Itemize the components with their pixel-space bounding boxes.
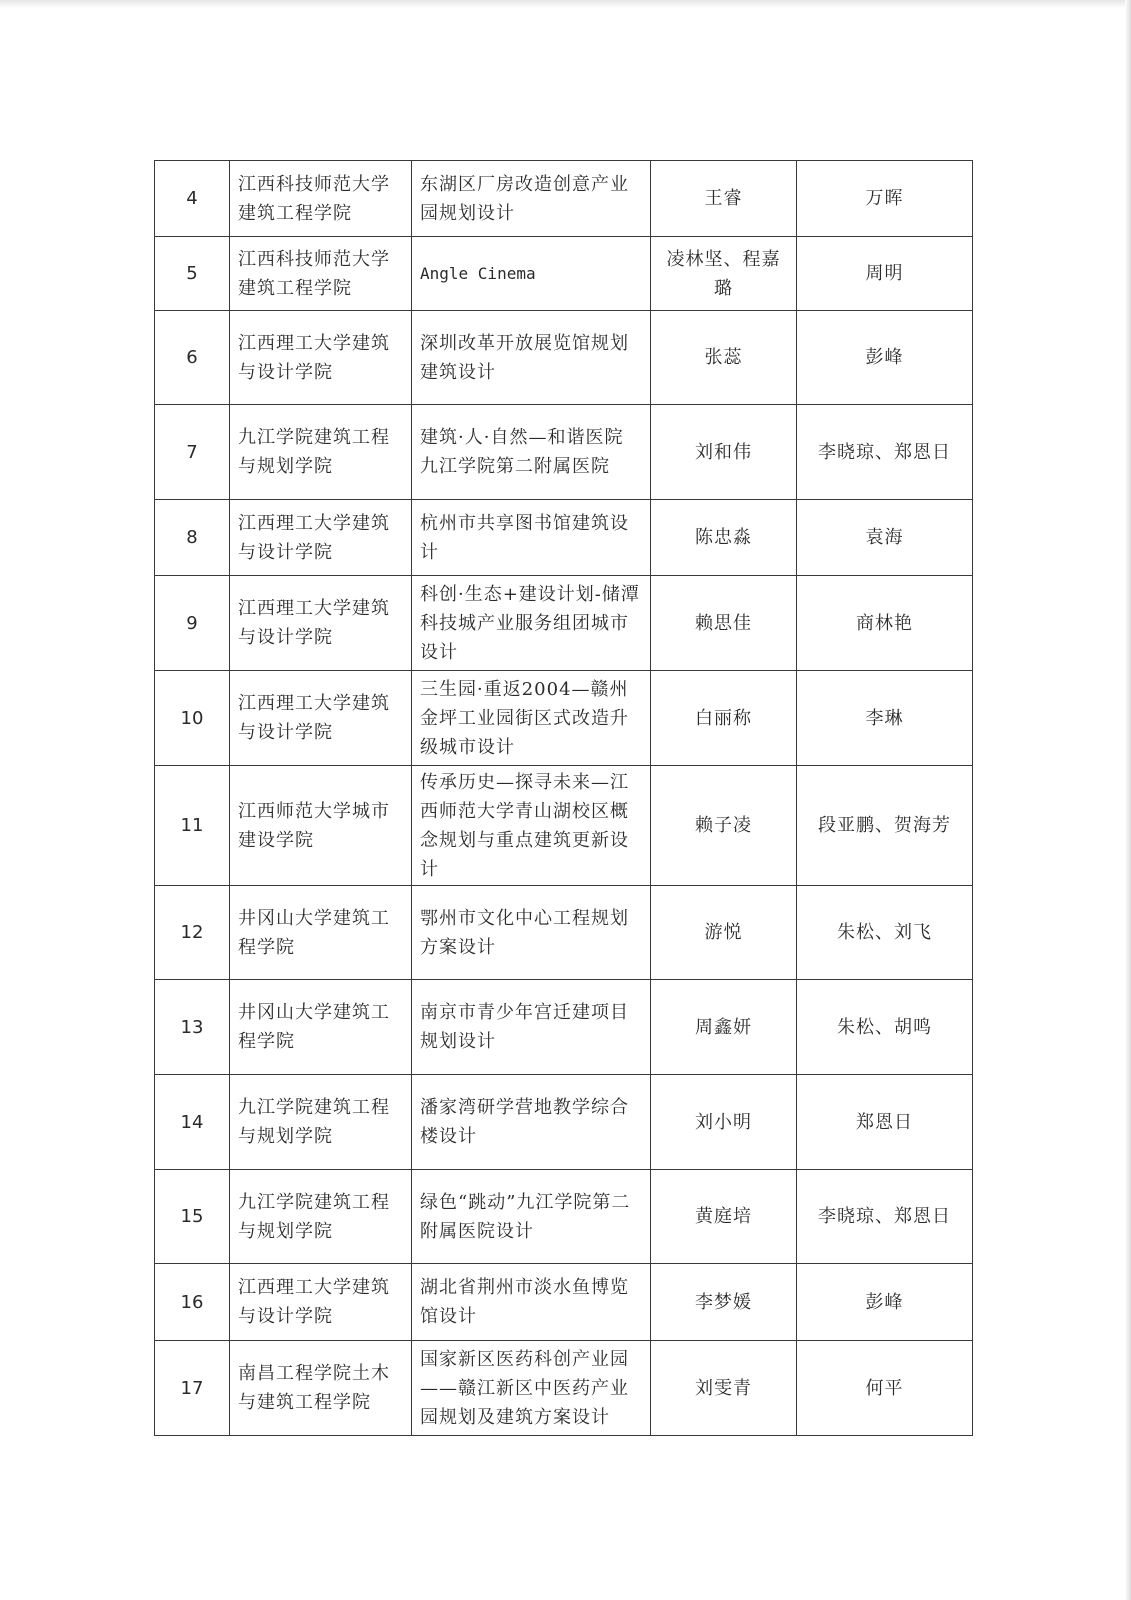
- student-cell: 游悦: [651, 886, 797, 980]
- school-cell: 九江学院建筑工程与规划学院: [230, 405, 412, 500]
- row-number: 9: [155, 576, 230, 671]
- student-cell: 周鑫妍: [651, 980, 797, 1075]
- school-cell: 江西理工大学建筑与设计学院: [230, 576, 412, 671]
- row-number: 13: [155, 980, 230, 1075]
- school-cell: 南昌工程学院土木与建筑工程学院: [230, 1341, 412, 1436]
- student-cell: 陈忠淼: [651, 500, 797, 576]
- project-cell: 三生园·重返2004—赣州金坪工业园街区式改造升级城市设计: [412, 671, 651, 766]
- student-cell: 刘小明: [651, 1075, 797, 1170]
- scan-edge-right: [1125, 0, 1131, 1600]
- project-cell: 南京市青少年宫迁建项目规划设计: [412, 980, 651, 1075]
- table-row: [155, 576, 973, 671]
- teacher-cell: 周明: [797, 237, 973, 311]
- school-cell: 江西科技师范大学建筑工程学院: [230, 237, 412, 311]
- student-cell: 赖子凌: [651, 766, 797, 886]
- project-cell: 国家新区医药科创产业园——赣江新区中医药产业园规划及建筑方案设计: [412, 1341, 651, 1436]
- table-row: [155, 766, 973, 886]
- teacher-cell: 万晖: [797, 161, 973, 237]
- student-cell: 刘和伟: [651, 405, 797, 500]
- student-cell: 李梦媛: [651, 1264, 797, 1341]
- project-cell: 传承历史—探寻未来—江西师范大学青山湖校区概念规划与重点建筑更新设计: [412, 766, 651, 886]
- table-row: [155, 886, 973, 980]
- teacher-cell: 袁海: [797, 500, 973, 576]
- teacher-cell: 李晓琼、郑恩日: [797, 405, 973, 500]
- row-number: 15: [155, 1170, 230, 1264]
- teacher-cell: 李晓琼、郑恩日: [797, 1170, 973, 1264]
- table-row: [155, 1075, 973, 1170]
- student-cell: 凌林坚、程嘉璐: [651, 237, 797, 311]
- school-cell: 江西理工大学建筑与设计学院: [230, 500, 412, 576]
- project-cell: 潘家湾研学营地教学综合楼设计: [412, 1075, 651, 1170]
- table-row: [155, 161, 973, 237]
- row-number: 4: [155, 161, 230, 237]
- project-cell: 鄂州市文化中心工程规划方案设计: [412, 886, 651, 980]
- project-cell: 东湖区厂房改造创意产业园规划设计: [412, 161, 651, 237]
- table-row: [155, 405, 973, 500]
- table-row: [155, 500, 973, 576]
- row-number: 16: [155, 1264, 230, 1341]
- teacher-cell: 何平: [797, 1341, 973, 1436]
- student-cell: 白丽称: [651, 671, 797, 766]
- school-cell: 江西理工大学建筑与设计学院: [230, 671, 412, 766]
- results-table: [154, 160, 973, 1436]
- row-number: 6: [155, 311, 230, 405]
- project-cell: 绿色“跳动”九江学院第二附属医院设计: [412, 1170, 651, 1264]
- school-cell: 江西师范大学城市建设学院: [230, 766, 412, 886]
- table-row: [155, 1341, 973, 1436]
- teacher-cell: 彭峰: [797, 1264, 973, 1341]
- row-number: 7: [155, 405, 230, 500]
- student-cell: 黄庭培: [651, 1170, 797, 1264]
- row-number: 17: [155, 1341, 230, 1436]
- student-cell: 刘雯青: [651, 1341, 797, 1436]
- teacher-cell: 李琳: [797, 671, 973, 766]
- student-cell: 王睿: [651, 161, 797, 237]
- school-cell: 井冈山大学建筑工程学院: [230, 886, 412, 980]
- results-table-body: [155, 161, 973, 1436]
- school-cell: 江西理工大学建筑与设计学院: [230, 1264, 412, 1341]
- project-cell: 杭州市共享图书馆建筑设计: [412, 500, 651, 576]
- school-cell: 井冈山大学建筑工程学院: [230, 980, 412, 1075]
- row-number: 11: [155, 766, 230, 886]
- project-cell: Angle Cinema: [412, 237, 651, 311]
- row-number: 14: [155, 1075, 230, 1170]
- teacher-cell: 朱松、刘飞: [797, 886, 973, 980]
- student-cell: 赖思佳: [651, 576, 797, 671]
- table-row: [155, 311, 973, 405]
- teacher-cell: 商林艳: [797, 576, 973, 671]
- teacher-cell: 段亚鹏、贺海芳: [797, 766, 973, 886]
- table-row: [155, 1170, 973, 1264]
- school-cell: 九江学院建筑工程与规划学院: [230, 1075, 412, 1170]
- student-cell: 张蕊: [651, 311, 797, 405]
- teacher-cell: 郑恩日: [797, 1075, 973, 1170]
- row-number: 5: [155, 237, 230, 311]
- project-cell: 湖北省荆州市淡水鱼博览馆设计: [412, 1264, 651, 1341]
- row-number: 10: [155, 671, 230, 766]
- table-row: [155, 671, 973, 766]
- school-cell: 九江学院建筑工程与规划学院: [230, 1170, 412, 1264]
- project-cell: 科创·生态+建设计划-储潭科技城产业服务组团城市设计: [412, 576, 651, 671]
- project-cell: 建筑·人·自然—和谐医院九江学院第二附属医院: [412, 405, 651, 500]
- school-cell: 江西理工大学建筑与设计学院: [230, 311, 412, 405]
- teacher-cell: 朱松、胡鸣: [797, 980, 973, 1075]
- table-row: [155, 237, 973, 311]
- row-number: 12: [155, 886, 230, 980]
- table-row: [155, 1264, 973, 1341]
- row-number: 8: [155, 500, 230, 576]
- teacher-cell: 彭峰: [797, 311, 973, 405]
- school-cell: 江西科技师范大学建筑工程学院: [230, 161, 412, 237]
- project-cell: 深圳改革开放展览馆规划建筑设计: [412, 311, 651, 405]
- scan-edge-top: [0, 0, 1131, 8]
- table-row: [155, 980, 973, 1075]
